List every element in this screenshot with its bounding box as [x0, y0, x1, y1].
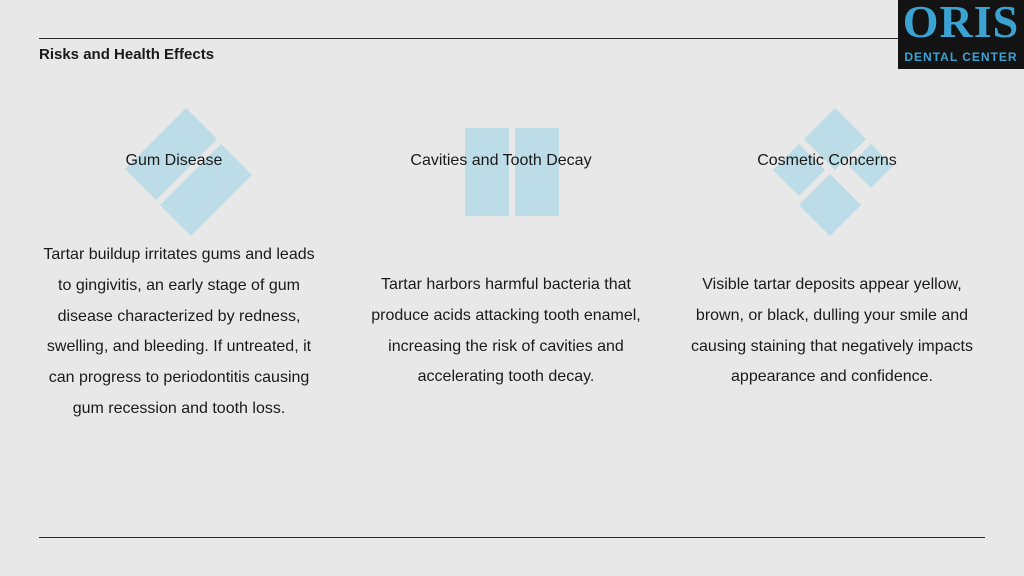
cosmetic-title: Cosmetic Concerns: [757, 152, 897, 169]
cavities-title: Cavities and Tooth Decay: [410, 152, 592, 169]
bottom-divider: [39, 537, 985, 538]
split-diamond-icon: [763, 104, 903, 240]
split-diamond-icon: [118, 104, 258, 240]
cavities-description: Tartar harbors harmful bacteria that produce acids attacking tooth enamel, increasing the risk of cavities and accelerating tooth decay.: [371, 276, 641, 386]
split-square-icon: [464, 127, 560, 217]
logo-wordmark: ORIS: [902, 0, 1020, 47]
page-title: Risks and Health Effects: [39, 46, 215, 63]
gum-disease-description: Tartar buildup irritates gums and leads to gingivitis, an early stage of gum disease characterized by redness, swelling, and bleeding. If untreated, it can progress to periodontitis causing gum recession and tooth loss.: [43, 246, 315, 417]
oris-logo: [898, 0, 1024, 69]
logo-subtitle: DENTAL CENTER: [904, 50, 1018, 64]
gum-disease-title: Gum Disease: [125, 152, 223, 169]
top-divider: [39, 38, 901, 39]
cosmetic-description: Visible tartar deposits appear yellow, brown, or black, dulling your smile and causing staining that negatively impacts appearance and confidence.: [691, 276, 973, 386]
